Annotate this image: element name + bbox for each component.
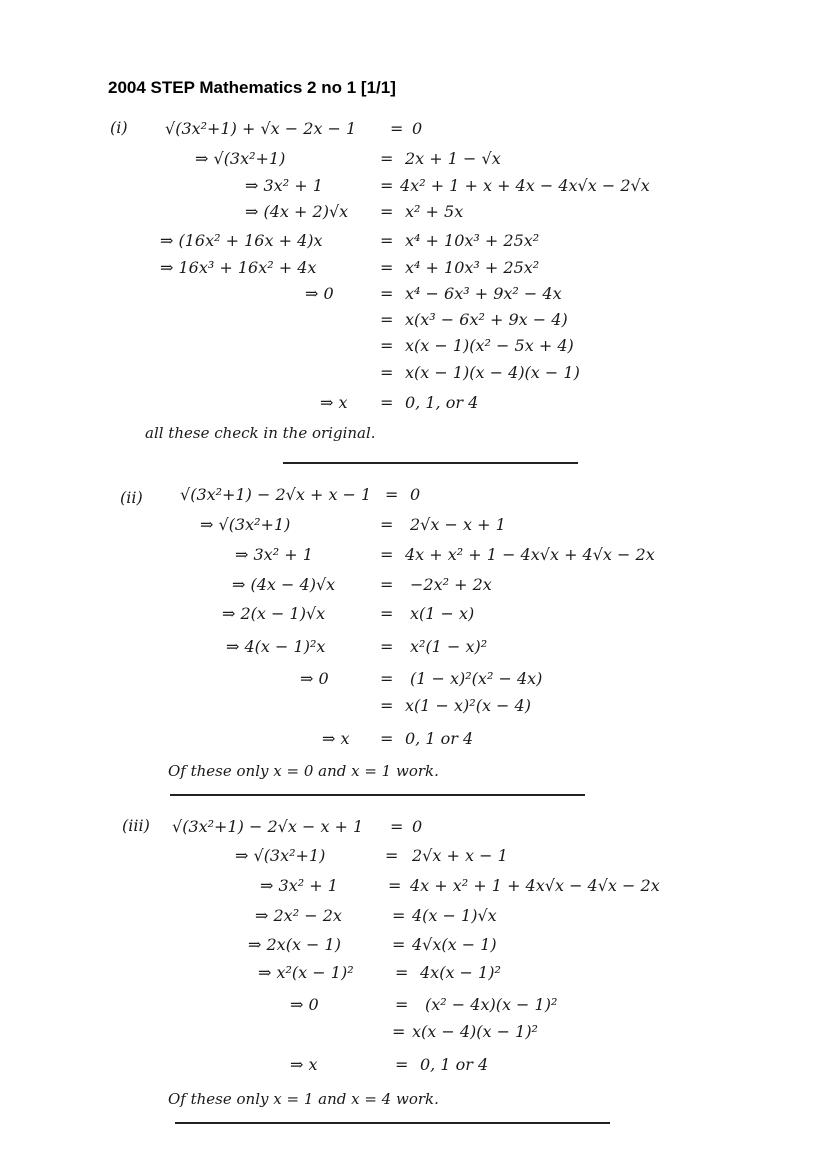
equation-line-left: ⇒ 2(x − 1)√x bbox=[222, 604, 326, 623]
section-divider bbox=[175, 1122, 610, 1124]
equation-line-left: ⇒ 0 bbox=[300, 669, 329, 688]
equation-line-right: 0, 1, or 4 bbox=[405, 393, 479, 412]
equation-line-right: x(1 − x)²(x − 4) bbox=[405, 696, 531, 715]
equation-line-left: ⇒ 3x² + 1 bbox=[260, 876, 338, 895]
equation-line-left: ⇒ √(3x²+1) bbox=[235, 846, 326, 865]
equation-line-right: x(x − 1)(x² − 5x + 4) bbox=[405, 336, 574, 355]
equation-line-eq: = bbox=[380, 545, 394, 564]
equation-line-right: 4x(x − 1)² bbox=[420, 963, 501, 982]
equation-line-eq: = bbox=[380, 231, 394, 250]
equation-line-right: 4x + x² + 1 − 4x√x + 4√x − 2x bbox=[405, 545, 655, 564]
equation-line-left: ⇒ x²(x − 1)² bbox=[258, 963, 354, 982]
equation-line-eq: = bbox=[395, 963, 409, 982]
equation-line-eq: = bbox=[392, 906, 406, 925]
equation-line-eq: = bbox=[380, 669, 394, 688]
equation-line-right: 2√x − x + 1 bbox=[410, 515, 506, 534]
equation-line-eq: = bbox=[388, 876, 402, 895]
equation-line-eq: = bbox=[392, 935, 406, 954]
conclusion-note: all these check in the original. bbox=[145, 424, 376, 442]
equation-line-eq: = bbox=[380, 149, 394, 168]
part-label: (i) bbox=[110, 118, 128, 137]
conclusion-note: Of these only x = 0 and x = 1 work. bbox=[168, 762, 439, 780]
equation-line-eq: = bbox=[390, 119, 404, 138]
equation-line-eq: = bbox=[380, 284, 394, 303]
equation-line-right: x² + 5x bbox=[405, 202, 464, 221]
equation-line-right: 0, 1 or 4 bbox=[420, 1055, 489, 1074]
equation-line-right: 4x² + 1 + x + 4x − 4x√x − 2√x bbox=[400, 176, 650, 195]
equation-line-left: ⇒ √(3x²+1) bbox=[195, 149, 286, 168]
equation-line-eq: = bbox=[380, 729, 394, 748]
equation-line-left: ⇒ (4x − 4)√x bbox=[232, 575, 336, 594]
equation-line-eq: = bbox=[395, 995, 409, 1014]
equation-line-right: (x² − 4x)(x − 1)² bbox=[425, 995, 558, 1014]
equation-line-right: x⁴ + 10x³ + 25x² bbox=[405, 231, 540, 250]
equation-line-left: ⇒ (16x² + 16x + 4)x bbox=[160, 231, 323, 250]
equation-line-left: ⇒ √(3x²+1) bbox=[200, 515, 291, 534]
equation-line-eq: = bbox=[380, 336, 394, 355]
equation-line-left: √(3x²+1) − 2√x + x − 1 bbox=[180, 485, 372, 504]
equation-line-eq: = bbox=[380, 363, 394, 382]
equation-line-eq: = bbox=[380, 637, 394, 656]
equation-line-left: ⇒ 3x² + 1 bbox=[245, 176, 323, 195]
equation-line-left: √(3x²+1) − 2√x − x + 1 bbox=[172, 817, 364, 836]
equation-line-left: ⇒ 2x(x − 1) bbox=[248, 935, 341, 954]
equation-line-eq: = bbox=[380, 202, 394, 221]
equation-line-left: ⇒ (4x + 2)√x bbox=[245, 202, 349, 221]
equation-line-right: −2x² + 2x bbox=[410, 575, 492, 594]
equation-line-eq: = bbox=[380, 604, 394, 623]
equation-line-left: ⇒ 0 bbox=[290, 995, 319, 1014]
equation-line-left: ⇒ 3x² + 1 bbox=[235, 545, 313, 564]
equation-line-eq: = bbox=[390, 817, 404, 836]
equation-line-right: x²(1 − x)² bbox=[410, 637, 488, 656]
conclusion-note: Of these only x = 1 and x = 4 work. bbox=[168, 1090, 439, 1108]
section-divider bbox=[170, 794, 585, 796]
equation-line-eq: = bbox=[380, 393, 394, 412]
equation-line-right: 0 bbox=[412, 119, 423, 138]
equation-line-left: ⇒ x bbox=[322, 729, 350, 748]
equation-line-right: 4(x − 1)√x bbox=[412, 906, 497, 925]
equation-line-eq: = bbox=[380, 310, 394, 329]
equation-line-eq: = bbox=[380, 696, 394, 715]
equation-line-eq: = bbox=[380, 515, 394, 534]
part-label: (ii) bbox=[120, 488, 143, 507]
equation-line-eq: = bbox=[385, 485, 399, 504]
equation-line-right: 4x + x² + 1 + 4x√x − 4√x − 2x bbox=[410, 876, 660, 895]
part-label: (iii) bbox=[122, 816, 150, 835]
equation-line-right: (1 − x)²(x² − 4x) bbox=[410, 669, 543, 688]
equation-line-right: 0, 1 or 4 bbox=[405, 729, 474, 748]
equation-line-right: 2√x + x − 1 bbox=[412, 846, 508, 865]
equation-line-right: x(1 − x) bbox=[410, 604, 475, 623]
equation-line-right: x⁴ − 6x³ + 9x² − 4x bbox=[405, 284, 562, 303]
equation-line-left: ⇒ 16x³ + 16x² + 4x bbox=[160, 258, 317, 277]
equation-line-left: ⇒ x bbox=[320, 393, 348, 412]
equation-line-left: ⇒ 4(x − 1)²x bbox=[226, 637, 326, 656]
equation-line-right: 0 bbox=[410, 485, 421, 504]
equation-line-right: 2x + 1 − √x bbox=[405, 149, 501, 168]
page-title: 2004 STEP Mathematics 2 no 1 [1/1] bbox=[108, 78, 396, 97]
equation-line-right: 4√x(x − 1) bbox=[412, 935, 497, 954]
equation-line-eq: = bbox=[385, 846, 399, 865]
equation-line-eq: = bbox=[395, 1055, 409, 1074]
equation-line-right: x(x − 4)(x − 1)² bbox=[412, 1022, 538, 1041]
section-divider bbox=[283, 462, 578, 464]
equation-line-right: x(x³ − 6x² + 9x − 4) bbox=[405, 310, 568, 329]
equation-line-left: √(3x²+1) + √x − 2x − 1 bbox=[165, 119, 357, 138]
equation-line-right: x⁴ + 10x³ + 25x² bbox=[405, 258, 540, 277]
equation-line-left: ⇒ 0 bbox=[305, 284, 334, 303]
equation-line-right: 0 bbox=[412, 817, 423, 836]
equation-line-eq: = bbox=[380, 258, 394, 277]
equation-line-left: ⇒ x bbox=[290, 1055, 318, 1074]
equation-line-eq: = bbox=[392, 1022, 406, 1041]
equation-line-left: ⇒ 2x² − 2x bbox=[255, 906, 342, 925]
equation-line-eq: = bbox=[380, 575, 394, 594]
equation-line-eq: = bbox=[380, 176, 394, 195]
equation-line-right: x(x − 1)(x − 4)(x − 1) bbox=[405, 363, 580, 382]
